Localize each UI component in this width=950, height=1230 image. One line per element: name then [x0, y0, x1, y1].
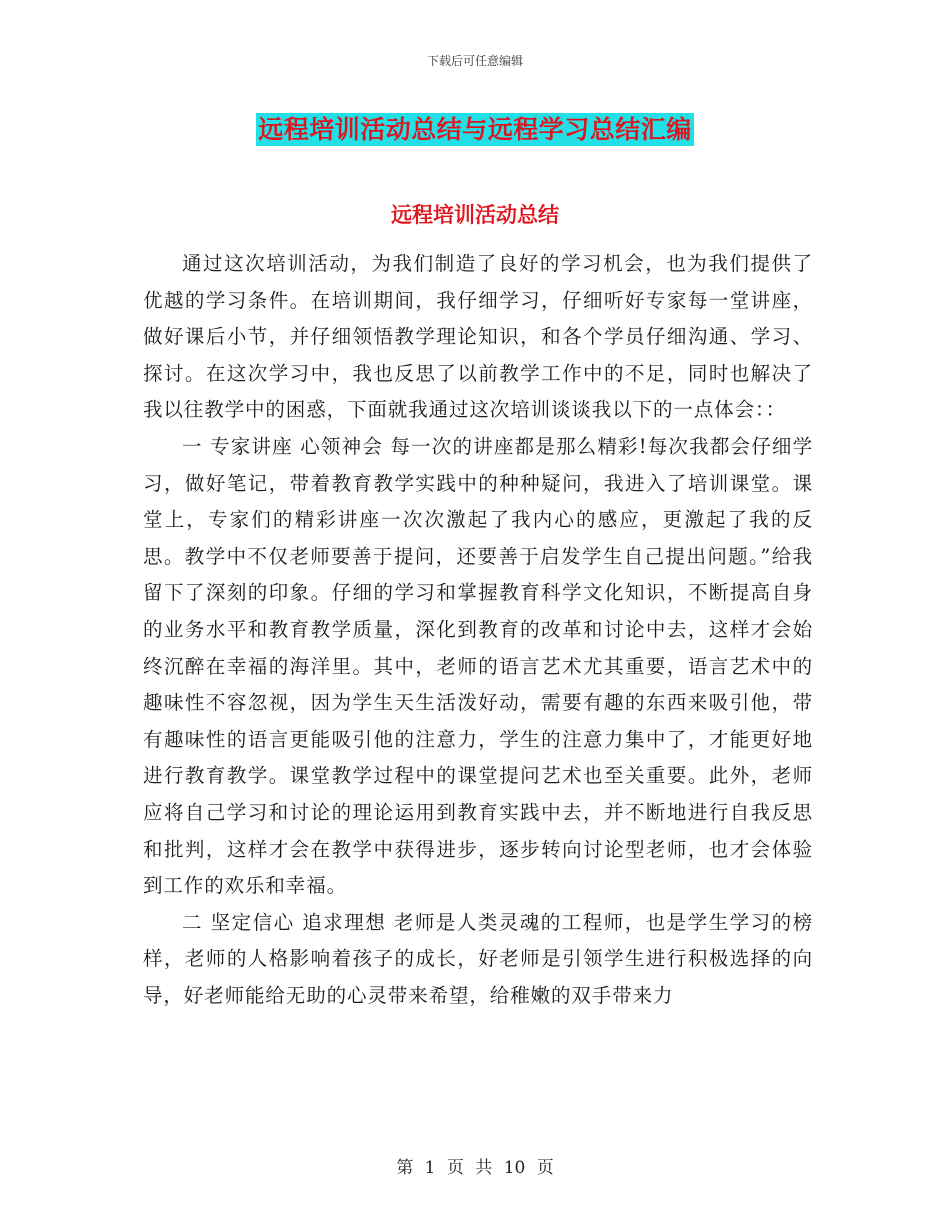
page-number-footer: 第 1 页 共 10 页	[396, 1158, 554, 1178]
paragraph-firm-confidence: 二 坚定信心 追求理想 老师是人类灵魂的工程师，也是学生学习的榜样，老师的人格影响着孩子的成长，好老师是引领学生进行积极选择的向导，好老师能给无助的心灵带来希望，给稚嫩的双手带来力	[143, 910, 813, 1007]
document-title: 远程培训活动总结与远程学习总结汇编	[258, 115, 692, 144]
header-note: 下载后可任意编辑	[426, 54, 523, 68]
document-title-wrap	[0, 113, 950, 146]
paragraph-expert-lectures: 一 专家讲座 心领神会 每一次的讲座都是那么精彩!每次我都会仔细学习，做好笔记，带着教育教学实践中的种种疑问，我进入了培训课堂。课堂上，专家们的精彩讲座一次次激起了我内心的感应，更激起了我的反思。教学中不仅老师要善于提问，还要善于启发学生自己提出问题。”给我留下了深刻的印象。仔细的学习和掌握教育科学文化知识，不断提高自身的业务水平和教育教学质量，深化到教育的改革和讨论中去，这样才会始终沉醉在幸福的海洋里。其中，老师的语言艺术尤其重要，语言艺术中的趣味性不容忽视，因为学生天生活泼好动，需要有趣的东西来吸引他，带有趣味性的语言更能吸引他的注意力，学生的注意力集中了，才能更好地进行教育教学。课堂教学过程中的课堂提问艺术也至关重要。此外，老师应将自己学习和讨论的理论运用到教育实践中去，并不断地进行自我反思和批判，这样才会在教学中获得进步，逐步转向讨论型老师，也才会体验到工作的欢乐和幸福。	[143, 434, 813, 898]
paragraph-intro: 通过这次培训活动，为我们制造了良好的学习机会，也为我们提供了优越的学习条件。在培训期间，我仔细学习，仔细听好专家每一堂讲座，做好课后小节，并仔细领悟教学理论知识，和各个学员仔细沟通、学习、探讨。在这次学习中，我也反思了以前教学工作中的不足，同时也解决了我以往教学中的困惑，下面就我通过这次培训谈谈我以下的一点体会：：	[143, 252, 813, 422]
document-body	[143, 246, 813, 1014]
section-title: 远程培训活动总结	[391, 203, 559, 227]
